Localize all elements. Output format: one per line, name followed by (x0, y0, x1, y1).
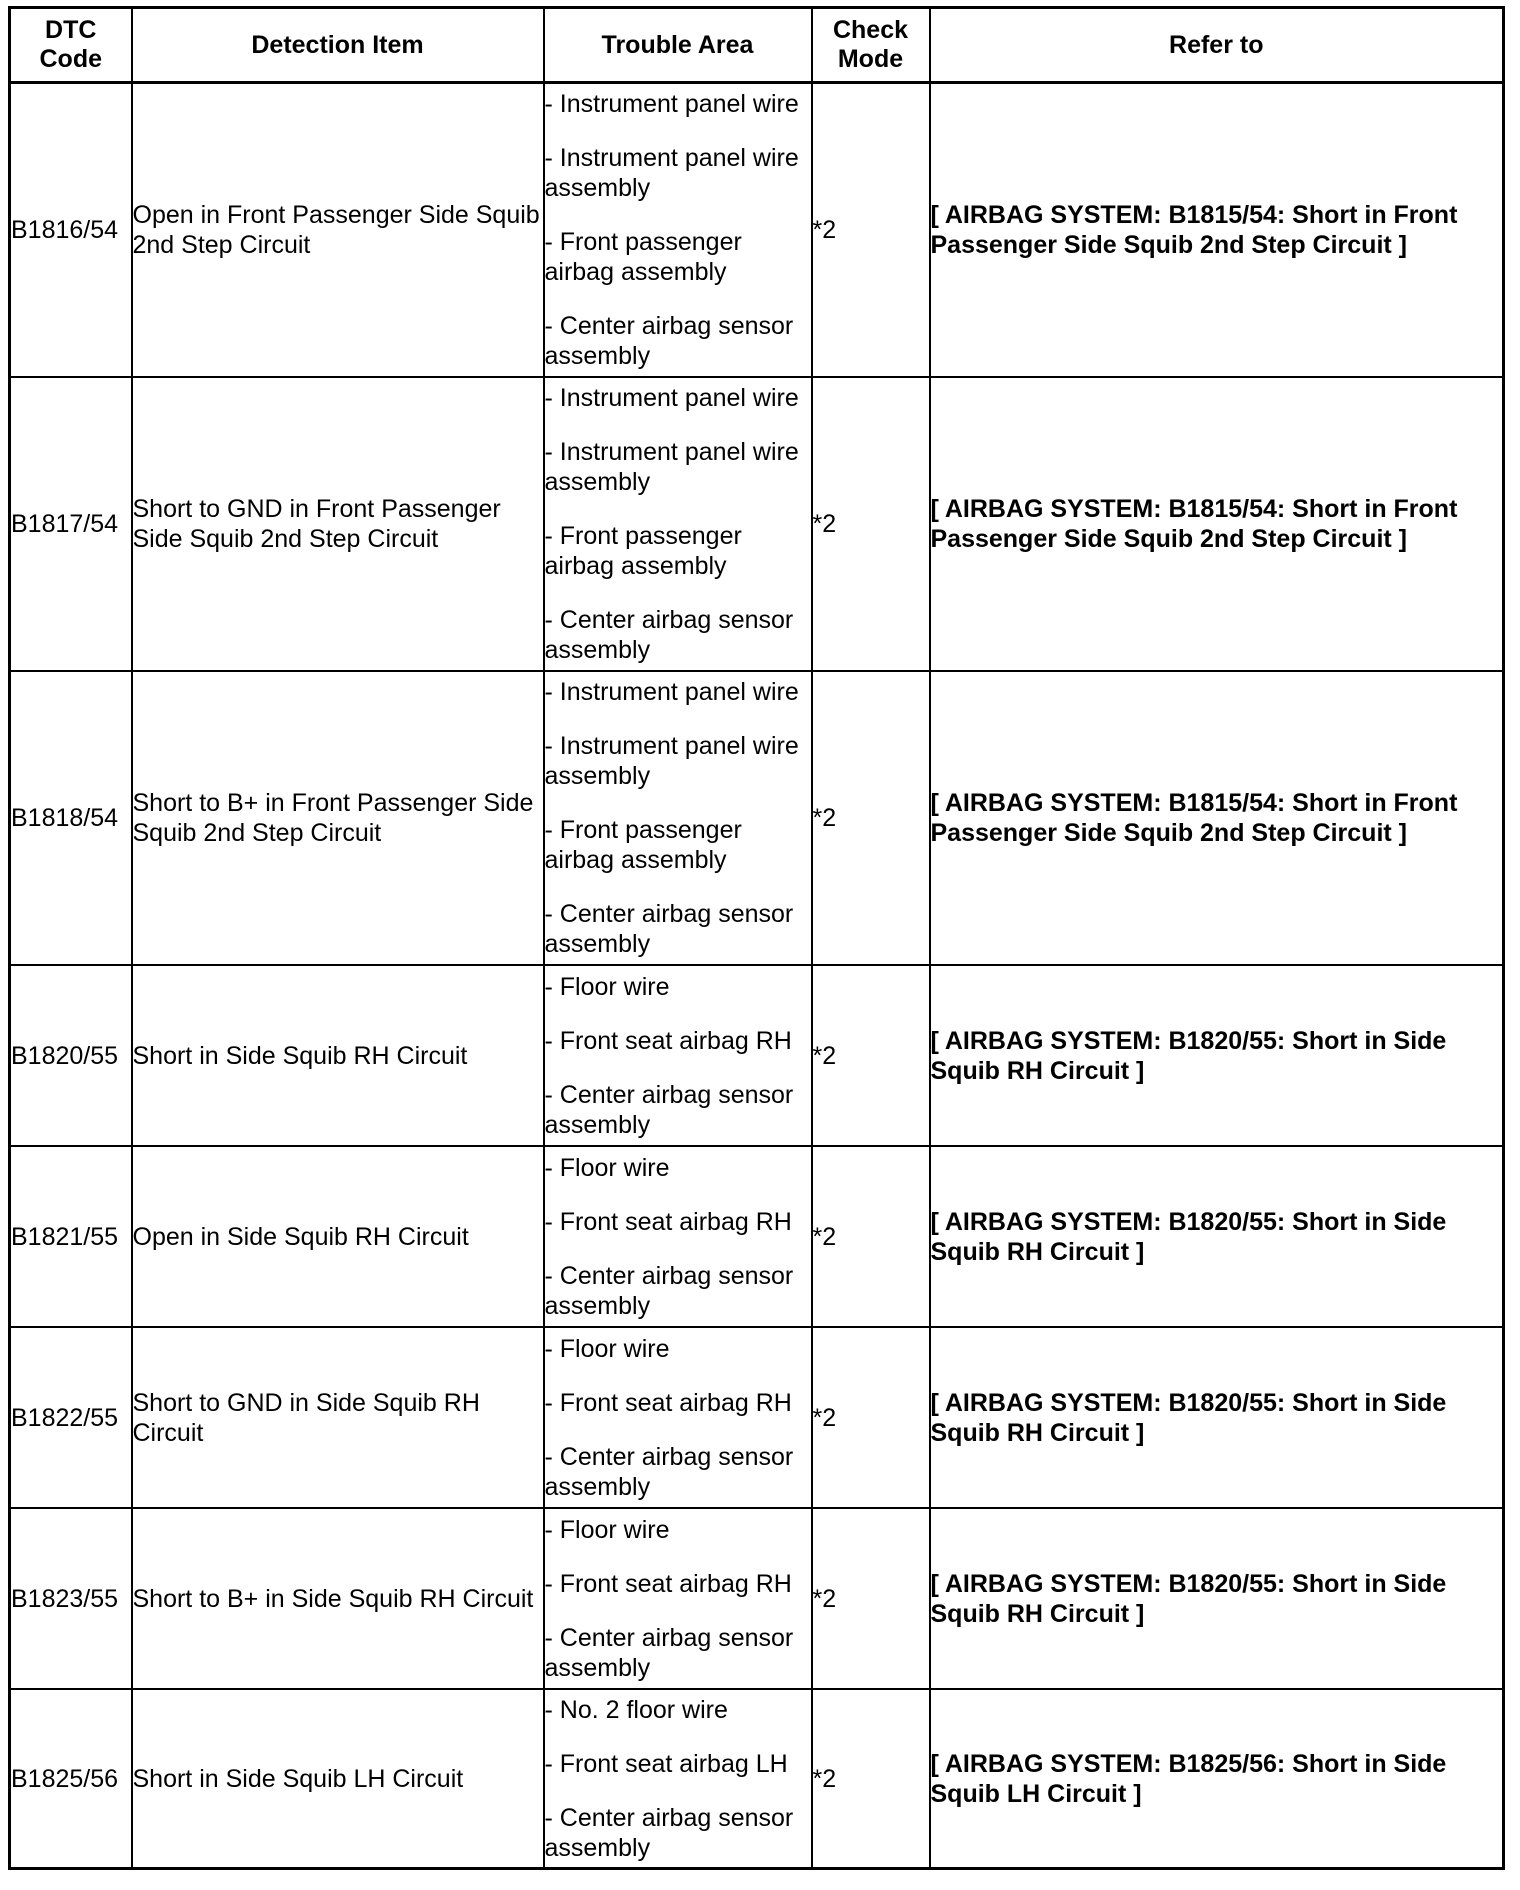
table-row (10, 377, 1504, 671)
trouble-area-item: - Instrument panel wire assembly (544, 732, 799, 790)
refer-to-link[interactable]: [ AIRBAG SYSTEM: B1815/54: Short in Front Passenger Side Squib 2nd Step Circuit ] (930, 671, 1504, 965)
refer-to-link[interactable]: [ AIRBAG SYSTEM: B1815/54: Short in Front Passenger Side Squib 2nd Step Circuit ] (930, 83, 1504, 378)
trouble-area-item: - Front passenger airbag assembly (544, 816, 742, 874)
trouble-area-item: - Center airbag sensor assembly (544, 1623, 794, 1682)
dtc-code-cell: B1825/56 (10, 1689, 132, 1869)
trouble-area-item: - Center airbag sensor assembly (544, 606, 794, 664)
dtc-code-cell: B1821/55 (10, 1146, 132, 1327)
trouble-area-item: - Floor wire (544, 972, 670, 1001)
trouble-area-cell (544, 1146, 812, 1327)
header-dtc-code (10, 8, 132, 83)
header-dtc-code-line2: Code (39, 45, 102, 73)
check-mode-cell: *2 (812, 377, 930, 671)
trouble-area-cell (544, 965, 812, 1146)
check-mode-cell: *2 (812, 1689, 930, 1869)
header-dtc-code-line1: DTC (45, 16, 97, 44)
header-trouble-area: Trouble Area (544, 8, 812, 83)
trouble-area-item: - Front passenger airbag assembly (544, 522, 742, 580)
trouble-area-cell (544, 1508, 812, 1689)
header-check-mode (812, 8, 930, 83)
table-row (10, 1327, 1504, 1508)
table-row (10, 671, 1504, 965)
trouble-area-cell (544, 377, 812, 671)
trouble-area-item: - Center airbag sensor assembly (544, 1803, 794, 1862)
dtc-code-cell: B1818/54 (10, 671, 132, 965)
trouble-area-item: - Instrument panel wire (544, 678, 799, 706)
trouble-area-cell (544, 1689, 812, 1869)
header-check-mode-line2: Mode (837, 45, 904, 73)
table-row (10, 1689, 1504, 1869)
detection-item-cell: Open in Side Squib RH Circuit (132, 1146, 544, 1327)
detection-item-cell: Short in Side Squib RH Circuit (132, 965, 544, 1146)
trouble-area-item: - Instrument panel wire assembly (544, 144, 799, 202)
trouble-area-cell (544, 671, 812, 965)
trouble-area-cell (544, 83, 812, 378)
dtc-code-cell: B1823/55 (10, 1508, 132, 1689)
trouble-area-item: - Front seat airbag RH (544, 1388, 792, 1417)
header-refer-to: Refer to (930, 8, 1504, 83)
table-row (10, 1146, 1504, 1327)
trouble-area-item: - Center airbag sensor assembly (544, 312, 794, 370)
trouble-area-item: - Center airbag sensor assembly (544, 1442, 794, 1501)
table-row (10, 965, 1504, 1146)
check-mode-cell: *2 (812, 1508, 930, 1689)
header-detection-item: Detection Item (132, 8, 544, 83)
trouble-area-item: - Floor wire (544, 1515, 670, 1544)
detection-item-cell: Short to B+ in Side Squib RH Circuit (132, 1508, 544, 1689)
dtc-code-cell: B1816/54 (10, 83, 132, 378)
trouble-area-item: - Front seat airbag RH (544, 1026, 792, 1055)
refer-to-link[interactable]: [ AIRBAG SYSTEM: B1825/56: Short in Side Squib LH Circuit ] (930, 1689, 1504, 1869)
trouble-area-item: - Floor wire (544, 1334, 670, 1363)
trouble-area-item: - Floor wire (544, 1153, 670, 1182)
detection-item-cell: Short to GND in Front Passenger Side Squib 2nd Step Circuit (132, 377, 544, 671)
dtc-code-cell: B1820/55 (10, 965, 132, 1146)
refer-to-link[interactable]: [ AIRBAG SYSTEM: B1815/54: Short in Front Passenger Side Squib 2nd Step Circuit ] (930, 377, 1504, 671)
detection-item-cell: Short in Side Squib LH Circuit (132, 1689, 544, 1869)
refer-to-link[interactable]: [ AIRBAG SYSTEM: B1820/55: Short in Side Squib RH Circuit ] (930, 965, 1504, 1146)
trouble-area-item: - No. 2 floor wire (544, 1695, 728, 1724)
check-mode-cell: *2 (812, 1327, 930, 1508)
trouble-area-item: - Instrument panel wire (544, 90, 799, 118)
table-row (10, 1508, 1504, 1689)
trouble-area-item: - Front passenger airbag assembly (544, 228, 742, 286)
check-mode-cell: *2 (812, 83, 930, 378)
check-mode-cell: *2 (812, 671, 930, 965)
trouble-area-cell (544, 1327, 812, 1508)
check-mode-cell: *2 (812, 965, 930, 1146)
refer-to-link[interactable]: [ AIRBAG SYSTEM: B1820/55: Short in Side Squib RH Circuit ] (930, 1327, 1504, 1508)
trouble-area-item: - Center airbag sensor assembly (544, 1261, 794, 1320)
dtc-table (8, 6, 1505, 1870)
refer-to-link[interactable]: [ AIRBAG SYSTEM: B1820/55: Short in Side Squib RH Circuit ] (930, 1146, 1504, 1327)
dtc-code-cell: B1822/55 (10, 1327, 132, 1508)
trouble-area-item: - Front seat airbag RH (544, 1569, 792, 1598)
dtc-code-cell: B1817/54 (10, 377, 132, 671)
trouble-area-item: - Front seat airbag LH (544, 1749, 788, 1778)
trouble-area-item: - Instrument panel wire assembly (544, 438, 799, 496)
trouble-area-item: - Instrument panel wire (544, 384, 799, 412)
check-mode-cell: *2 (812, 1146, 930, 1327)
table-row (10, 83, 1504, 378)
detection-item-cell: Short to B+ in Front Passenger Side Squib 2nd Step Circuit (132, 671, 544, 965)
detection-item-cell: Short to GND in Side Squib RH Circuit (132, 1327, 544, 1508)
refer-to-link[interactable]: [ AIRBAG SYSTEM: B1820/55: Short in Side Squib RH Circuit ] (930, 1508, 1504, 1689)
trouble-area-item: - Center airbag sensor assembly (544, 900, 794, 958)
header-check-mode-line1: Check (832, 16, 909, 44)
detection-item-cell: Open in Front Passenger Side Squib 2nd Step Circuit (132, 83, 544, 378)
trouble-area-item: - Center airbag sensor assembly (544, 1080, 794, 1139)
header-row (10, 8, 1504, 83)
trouble-area-item: - Front seat airbag RH (544, 1207, 792, 1236)
